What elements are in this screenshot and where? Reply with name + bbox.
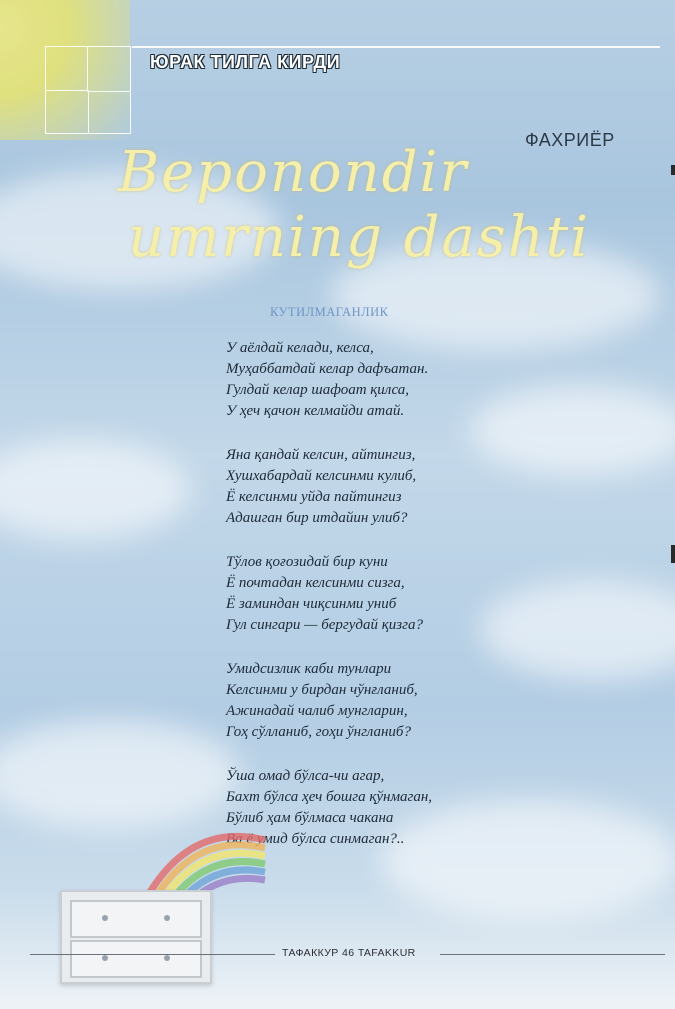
poem-subtitle: КУТИЛМАГАНЛИК (270, 305, 389, 319)
poem-line: Гулдай келар шафоат қилса, (226, 382, 410, 398)
stanza (226, 338, 526, 422)
poem-line: Умидсизлик каби тунлари (226, 661, 392, 677)
poem-line: Хушхабардай келсинми кулиб, (226, 468, 417, 484)
knob-icon (164, 915, 170, 921)
knob-icon (102, 915, 108, 921)
knob-icon (164, 955, 170, 961)
page-edge-mark (671, 545, 675, 563)
author-name: ФАХРИЁР (525, 130, 615, 150)
poem-title-line-2: umrning dashti (128, 205, 591, 270)
poem-line: Бўлиб ҳам бўлмаса чакана (226, 810, 394, 826)
poem-line: Муҳаббатдай келар дафъатан. (226, 361, 429, 377)
footer-rule-right (440, 954, 665, 955)
poem-line: Яна қандай келсин, айтингиз, (226, 447, 416, 463)
stanza (226, 445, 526, 529)
poem-line: Ва ё умид бўлса синмаган?.. (226, 831, 405, 847)
drawer (70, 940, 202, 978)
poem-line: Ё почтадан келсинми сизга, (226, 575, 405, 591)
poem-line: Бахт бўлса ҳеч бошга қўнмаган, (226, 789, 433, 805)
section-label: ЮРАК ТИЛГА КИРДИ (150, 52, 341, 72)
poem-line: Тўлов қоғозидай бир куни (226, 554, 388, 570)
poem-line: Ажинадай чалиб мунгларин, (226, 703, 408, 719)
poem-line: Ё заминдан чиқсинми униб (226, 596, 397, 612)
page-footer: ТАФАККУР 46 TAFAKKUR (282, 947, 416, 959)
poem-title-line-1: Beponondir (118, 140, 469, 205)
footer-rule-left (30, 954, 275, 955)
header-rule (132, 46, 660, 48)
poem-line: Гоҳ сўлланиб, гоҳи ўнгланиб? (226, 724, 411, 740)
poem-line: У аёлдай келади, келса, (226, 340, 374, 356)
poem-line: Адашган бир итдайин улиб? (226, 510, 408, 526)
stanza (226, 659, 526, 743)
poem-body (226, 338, 526, 873)
knob-icon (102, 955, 108, 961)
decorative-squares (45, 46, 131, 134)
cloud-decoration (0, 440, 190, 540)
poem-line: Гул сингари — бергудай қизга? (226, 617, 423, 633)
poem-line: Келсинми у бирдан чўнғланиб, (226, 682, 418, 698)
drawer (70, 900, 202, 938)
poem-line: У ҳеч қачон келмайди атай. (226, 403, 405, 419)
poem-line: Ё келсинми уйда пайтингиз (226, 489, 402, 505)
stanza (226, 552, 526, 636)
drawer-cabinet-illustration (60, 890, 212, 984)
page-edge-mark (671, 165, 675, 175)
poem-line: Ўша омад бўлса-чи агар, (226, 768, 385, 784)
